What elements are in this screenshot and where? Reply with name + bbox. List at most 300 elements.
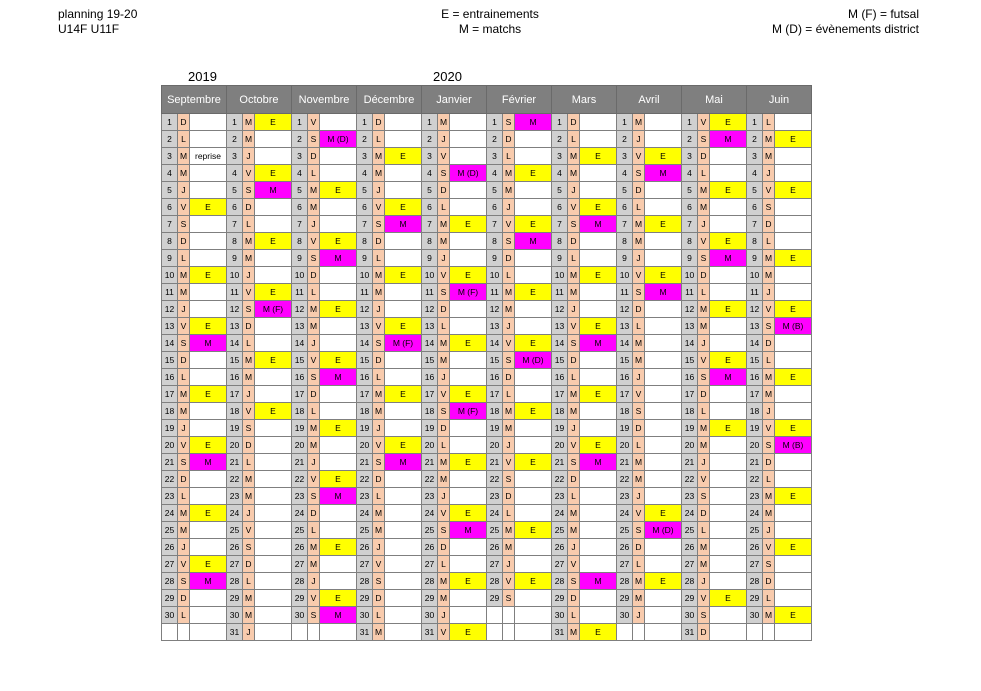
event-cell: M (B) bbox=[775, 437, 812, 454]
month-header-5: Février bbox=[487, 86, 552, 114]
event-cell bbox=[255, 318, 292, 335]
event-cell bbox=[450, 199, 487, 216]
empty-cell bbox=[645, 624, 682, 641]
weekday-letter: L bbox=[243, 573, 255, 590]
day-number: 29 bbox=[422, 590, 438, 607]
day-number: 26 bbox=[617, 539, 633, 556]
day-number: 24 bbox=[487, 505, 503, 522]
weekday-letter: V bbox=[178, 556, 190, 573]
weekday-letter: V bbox=[308, 471, 320, 488]
weekday-letter: L bbox=[503, 148, 515, 165]
day-number: 18 bbox=[682, 403, 698, 420]
event-cell bbox=[775, 556, 812, 573]
weekday-letter: V bbox=[243, 522, 255, 539]
day-number: 17 bbox=[487, 386, 503, 403]
event-cell: E bbox=[190, 199, 227, 216]
day-number: 16 bbox=[487, 369, 503, 386]
weekday-letter: M bbox=[373, 386, 385, 403]
weekday-letter: L bbox=[633, 318, 645, 335]
event-cell bbox=[450, 131, 487, 148]
day-number: 24 bbox=[682, 505, 698, 522]
weekday-letter: M bbox=[633, 335, 645, 352]
day-number: 3 bbox=[292, 148, 308, 165]
weekday-letter: M bbox=[503, 539, 515, 556]
event-cell bbox=[645, 182, 682, 199]
weekday-letter: S bbox=[698, 488, 710, 505]
day-number: 20 bbox=[292, 437, 308, 454]
weekday-letter: S bbox=[698, 131, 710, 148]
weekday-letter: S bbox=[698, 250, 710, 267]
event-cell: E bbox=[775, 301, 812, 318]
weekday-letter: M bbox=[503, 420, 515, 437]
day-number: 12 bbox=[357, 301, 373, 318]
event-cell: E bbox=[580, 386, 617, 403]
event-cell: M bbox=[710, 250, 747, 267]
day-number: 19 bbox=[422, 420, 438, 437]
weekday-letter: D bbox=[633, 420, 645, 437]
event-cell bbox=[255, 250, 292, 267]
event-cell bbox=[385, 607, 422, 624]
weekday-letter: M bbox=[308, 182, 320, 199]
weekday-letter: S bbox=[503, 352, 515, 369]
event-cell: M bbox=[645, 284, 682, 301]
day-number: 15 bbox=[292, 352, 308, 369]
day-number: 24 bbox=[422, 505, 438, 522]
event-cell: E bbox=[255, 352, 292, 369]
day-number: 1 bbox=[487, 114, 503, 131]
legend-center bbox=[390, 7, 590, 37]
day-number: 22 bbox=[487, 471, 503, 488]
event-cell bbox=[385, 301, 422, 318]
weekday-letter: L bbox=[178, 488, 190, 505]
weekday-letter: M bbox=[178, 148, 190, 165]
day-number: 28 bbox=[487, 573, 503, 590]
weekday-letter: M bbox=[698, 301, 710, 318]
weekday-letter: J bbox=[698, 573, 710, 590]
event-cell bbox=[645, 369, 682, 386]
weekday-letter: M bbox=[243, 607, 255, 624]
day-number: 28 bbox=[682, 573, 698, 590]
weekday-letter: D bbox=[503, 131, 515, 148]
weekday-letter: L bbox=[178, 607, 190, 624]
event-cell bbox=[190, 233, 227, 250]
day-number: 8 bbox=[357, 233, 373, 250]
weekday-letter: D bbox=[503, 250, 515, 267]
day-number: 16 bbox=[422, 369, 438, 386]
weekday-letter: S bbox=[698, 369, 710, 386]
weekday-letter: M bbox=[568, 403, 580, 420]
day-number: 22 bbox=[422, 471, 438, 488]
weekday-letter: V bbox=[763, 301, 775, 318]
weekday-letter: J bbox=[503, 437, 515, 454]
weekday-letter: S bbox=[373, 454, 385, 471]
weekday-letter: S bbox=[178, 216, 190, 233]
day-number: 28 bbox=[227, 573, 243, 590]
weekday-letter: J bbox=[243, 505, 255, 522]
weekday-letter: S bbox=[568, 335, 580, 352]
event-cell bbox=[320, 556, 357, 573]
event-cell: E bbox=[515, 522, 552, 539]
day-number: 3 bbox=[617, 148, 633, 165]
weekday-letter: D bbox=[373, 590, 385, 607]
event-cell bbox=[580, 522, 617, 539]
event-cell bbox=[190, 403, 227, 420]
table-row bbox=[162, 335, 812, 352]
day-number: 27 bbox=[682, 556, 698, 573]
event-cell bbox=[320, 403, 357, 420]
event-cell bbox=[710, 165, 747, 182]
weekday-letter: M bbox=[633, 114, 645, 131]
event-cell: E bbox=[320, 182, 357, 199]
day-number: 31 bbox=[357, 624, 373, 641]
event-cell bbox=[190, 420, 227, 437]
event-cell bbox=[645, 352, 682, 369]
event-cell: E bbox=[580, 437, 617, 454]
weekday-letter: S bbox=[373, 335, 385, 352]
event-cell: E bbox=[255, 403, 292, 420]
weekday-letter: M bbox=[178, 284, 190, 301]
event-cell bbox=[710, 403, 747, 420]
event-cell bbox=[255, 539, 292, 556]
legend-right bbox=[772, 7, 919, 37]
weekday-letter: J bbox=[243, 624, 255, 641]
event-cell: M bbox=[320, 488, 357, 505]
event-cell bbox=[580, 505, 617, 522]
day-number: 8 bbox=[227, 233, 243, 250]
empty-cell bbox=[162, 624, 178, 641]
day-number: 19 bbox=[682, 420, 698, 437]
weekday-letter: S bbox=[243, 301, 255, 318]
weekday-letter: D bbox=[243, 199, 255, 216]
day-number: 31 bbox=[227, 624, 243, 641]
day-number: 30 bbox=[552, 607, 568, 624]
day-number: 3 bbox=[162, 148, 178, 165]
event-cell bbox=[255, 454, 292, 471]
event-cell bbox=[255, 335, 292, 352]
event-cell bbox=[775, 165, 812, 182]
weekday-letter: L bbox=[308, 165, 320, 182]
day-number: 4 bbox=[682, 165, 698, 182]
event-cell bbox=[320, 437, 357, 454]
day-number: 11 bbox=[227, 284, 243, 301]
event-cell bbox=[255, 386, 292, 403]
event-cell bbox=[710, 522, 747, 539]
weekday-letter: M bbox=[568, 386, 580, 403]
event-cell: E bbox=[320, 233, 357, 250]
event-cell bbox=[775, 114, 812, 131]
month-header-4: Janvier bbox=[422, 86, 487, 114]
weekday-letter: J bbox=[178, 539, 190, 556]
weekday-letter: M bbox=[373, 403, 385, 420]
event-cell bbox=[515, 386, 552, 403]
event-cell bbox=[710, 318, 747, 335]
day-number: 9 bbox=[552, 250, 568, 267]
weekday-letter: D bbox=[308, 505, 320, 522]
event-cell: M (D) bbox=[645, 522, 682, 539]
weekday-letter: M bbox=[373, 505, 385, 522]
weekday-letter: M bbox=[763, 148, 775, 165]
weekday-letter: D bbox=[178, 471, 190, 488]
empty-cell bbox=[487, 607, 503, 624]
day-number: 1 bbox=[552, 114, 568, 131]
table-row bbox=[162, 216, 812, 233]
event-cell bbox=[320, 148, 357, 165]
day-number: 18 bbox=[357, 403, 373, 420]
weekday-letter: M bbox=[243, 233, 255, 250]
event-cell bbox=[515, 420, 552, 437]
event-cell bbox=[775, 233, 812, 250]
weekday-letter: S bbox=[178, 573, 190, 590]
event-cell: E bbox=[645, 216, 682, 233]
weekday-letter: J bbox=[503, 199, 515, 216]
event-cell bbox=[255, 607, 292, 624]
event-cell: M bbox=[255, 182, 292, 199]
day-number: 13 bbox=[357, 318, 373, 335]
weekday-letter: D bbox=[568, 114, 580, 131]
day-number: 28 bbox=[617, 573, 633, 590]
weekday-letter: M bbox=[503, 403, 515, 420]
event-cell bbox=[385, 233, 422, 250]
day-number: 25 bbox=[552, 522, 568, 539]
day-number: 6 bbox=[357, 199, 373, 216]
event-cell: E bbox=[515, 216, 552, 233]
event-cell: reprise bbox=[190, 148, 227, 165]
weekday-letter: V bbox=[243, 165, 255, 182]
event-cell bbox=[255, 148, 292, 165]
event-cell bbox=[580, 607, 617, 624]
day-number: 4 bbox=[227, 165, 243, 182]
weekday-letter: L bbox=[763, 471, 775, 488]
weekday-letter: J bbox=[763, 165, 775, 182]
event-cell bbox=[190, 284, 227, 301]
day-number: 8 bbox=[682, 233, 698, 250]
day-number: 23 bbox=[162, 488, 178, 505]
weekday-letter: D bbox=[763, 573, 775, 590]
day-number: 21 bbox=[422, 454, 438, 471]
day-number: 29 bbox=[747, 590, 763, 607]
day-number: 7 bbox=[552, 216, 568, 233]
day-number: 25 bbox=[747, 522, 763, 539]
weekday-letter: D bbox=[633, 539, 645, 556]
weekday-letter: M bbox=[633, 233, 645, 250]
table-row bbox=[162, 471, 812, 488]
event-cell bbox=[645, 131, 682, 148]
event-cell: E bbox=[320, 539, 357, 556]
day-number: 12 bbox=[422, 301, 438, 318]
event-cell: M bbox=[580, 335, 617, 352]
event-cell: E bbox=[775, 539, 812, 556]
day-number: 27 bbox=[422, 556, 438, 573]
weekday-letter: L bbox=[373, 488, 385, 505]
day-number: 23 bbox=[552, 488, 568, 505]
event-cell: E bbox=[190, 505, 227, 522]
event-cell bbox=[515, 471, 552, 488]
day-number: 11 bbox=[682, 284, 698, 301]
weekday-letter: L bbox=[568, 250, 580, 267]
event-cell: E bbox=[450, 335, 487, 352]
event-cell bbox=[710, 437, 747, 454]
day-number: 7 bbox=[422, 216, 438, 233]
event-cell bbox=[320, 199, 357, 216]
day-number: 16 bbox=[227, 369, 243, 386]
weekday-letter: M bbox=[633, 590, 645, 607]
weekday-letter: J bbox=[243, 386, 255, 403]
day-number: 6 bbox=[617, 199, 633, 216]
weekday-letter: V bbox=[633, 267, 645, 284]
day-number: 22 bbox=[162, 471, 178, 488]
event-cell bbox=[190, 369, 227, 386]
event-cell: E bbox=[385, 148, 422, 165]
weekday-letter: M bbox=[633, 352, 645, 369]
day-number: 20 bbox=[552, 437, 568, 454]
weekday-letter: M bbox=[438, 335, 450, 352]
event-cell: E bbox=[190, 386, 227, 403]
weekday-letter: S bbox=[763, 437, 775, 454]
weekday-letter: D bbox=[763, 216, 775, 233]
event-cell: E bbox=[320, 301, 357, 318]
table-row bbox=[162, 131, 812, 148]
weekday-letter: V bbox=[763, 182, 775, 199]
event-cell bbox=[515, 267, 552, 284]
event-cell: M (D) bbox=[450, 165, 487, 182]
empty-cell bbox=[292, 624, 308, 641]
event-cell bbox=[450, 250, 487, 267]
event-cell bbox=[385, 488, 422, 505]
day-number: 11 bbox=[422, 284, 438, 301]
day-number: 3 bbox=[487, 148, 503, 165]
weekday-letter: M bbox=[568, 165, 580, 182]
event-cell: E bbox=[515, 284, 552, 301]
day-number: 4 bbox=[357, 165, 373, 182]
day-number: 13 bbox=[292, 318, 308, 335]
weekday-letter: J bbox=[243, 267, 255, 284]
day-number: 11 bbox=[747, 284, 763, 301]
event-cell: M (D) bbox=[515, 352, 552, 369]
day-number: 2 bbox=[162, 131, 178, 148]
weekday-letter: L bbox=[308, 403, 320, 420]
event-cell bbox=[385, 352, 422, 369]
event-cell bbox=[190, 607, 227, 624]
weekday-letter: V bbox=[698, 352, 710, 369]
day-number: 19 bbox=[552, 420, 568, 437]
event-cell: M bbox=[320, 607, 357, 624]
weekday-letter: S bbox=[243, 420, 255, 437]
event-cell bbox=[580, 488, 617, 505]
day-number: 26 bbox=[422, 539, 438, 556]
weekday-letter: L bbox=[633, 437, 645, 454]
event-cell: M (F) bbox=[255, 301, 292, 318]
day-number: 11 bbox=[487, 284, 503, 301]
event-cell: M (F) bbox=[450, 284, 487, 301]
weekday-letter: V bbox=[503, 216, 515, 233]
event-cell bbox=[515, 505, 552, 522]
table-row bbox=[162, 301, 812, 318]
day-number: 5 bbox=[682, 182, 698, 199]
weekday-letter: D bbox=[698, 267, 710, 284]
weekday-letter: L bbox=[178, 250, 190, 267]
weekday-letter: S bbox=[243, 539, 255, 556]
day-number: 14 bbox=[552, 335, 568, 352]
weekday-letter: D bbox=[178, 590, 190, 607]
empty-cell bbox=[775, 624, 812, 641]
weekday-letter: M bbox=[308, 318, 320, 335]
event-cell bbox=[515, 318, 552, 335]
day-number: 5 bbox=[227, 182, 243, 199]
weekday-letter: L bbox=[373, 607, 385, 624]
event-cell: E bbox=[385, 318, 422, 335]
weekday-letter: M bbox=[178, 403, 190, 420]
event-cell bbox=[710, 624, 747, 641]
empty-cell bbox=[617, 624, 633, 641]
weekday-letter: M bbox=[373, 267, 385, 284]
event-cell bbox=[580, 131, 617, 148]
day-number: 13 bbox=[227, 318, 243, 335]
day-number: 25 bbox=[162, 522, 178, 539]
event-cell: E bbox=[645, 148, 682, 165]
weekday-letter: J bbox=[698, 216, 710, 233]
day-number: 29 bbox=[292, 590, 308, 607]
weekday-letter: J bbox=[438, 607, 450, 624]
weekday-letter: V bbox=[763, 539, 775, 556]
day-number: 27 bbox=[357, 556, 373, 573]
event-cell: E bbox=[515, 335, 552, 352]
event-cell bbox=[645, 556, 682, 573]
day-number: 26 bbox=[747, 539, 763, 556]
event-cell: E bbox=[450, 624, 487, 641]
weekday-letter: L bbox=[308, 284, 320, 301]
day-number: 7 bbox=[292, 216, 308, 233]
event-cell bbox=[385, 522, 422, 539]
event-cell bbox=[775, 267, 812, 284]
event-cell: E bbox=[255, 114, 292, 131]
month-header-8: Mai bbox=[682, 86, 747, 114]
day-number: 16 bbox=[552, 369, 568, 386]
weekday-letter: J bbox=[178, 420, 190, 437]
day-number: 21 bbox=[682, 454, 698, 471]
month-header-3: Décembre bbox=[357, 86, 422, 114]
empty-cell bbox=[487, 624, 503, 641]
event-cell bbox=[775, 454, 812, 471]
weekday-letter: D bbox=[438, 539, 450, 556]
event-cell bbox=[320, 573, 357, 590]
event-cell: E bbox=[775, 488, 812, 505]
weekday-letter: D bbox=[308, 386, 320, 403]
event-cell bbox=[580, 590, 617, 607]
month-header-0: Septembre bbox=[162, 86, 227, 114]
weekday-letter: M bbox=[438, 352, 450, 369]
weekday-letter: M bbox=[698, 437, 710, 454]
weekday-letter: V bbox=[243, 284, 255, 301]
day-number: 21 bbox=[617, 454, 633, 471]
table-row bbox=[162, 607, 812, 624]
weekday-letter: M bbox=[698, 318, 710, 335]
event-cell bbox=[775, 199, 812, 216]
event-cell bbox=[450, 420, 487, 437]
day-number: 28 bbox=[422, 573, 438, 590]
day-number: 22 bbox=[292, 471, 308, 488]
event-cell bbox=[320, 318, 357, 335]
weekday-letter: D bbox=[178, 233, 190, 250]
weekday-letter: J bbox=[178, 182, 190, 199]
weekday-letter: L bbox=[763, 114, 775, 131]
event-cell bbox=[255, 199, 292, 216]
event-cell: E bbox=[515, 454, 552, 471]
weekday-letter: D bbox=[308, 267, 320, 284]
day-number: 22 bbox=[357, 471, 373, 488]
event-cell bbox=[190, 471, 227, 488]
event-cell bbox=[255, 522, 292, 539]
weekday-letter: V bbox=[763, 420, 775, 437]
